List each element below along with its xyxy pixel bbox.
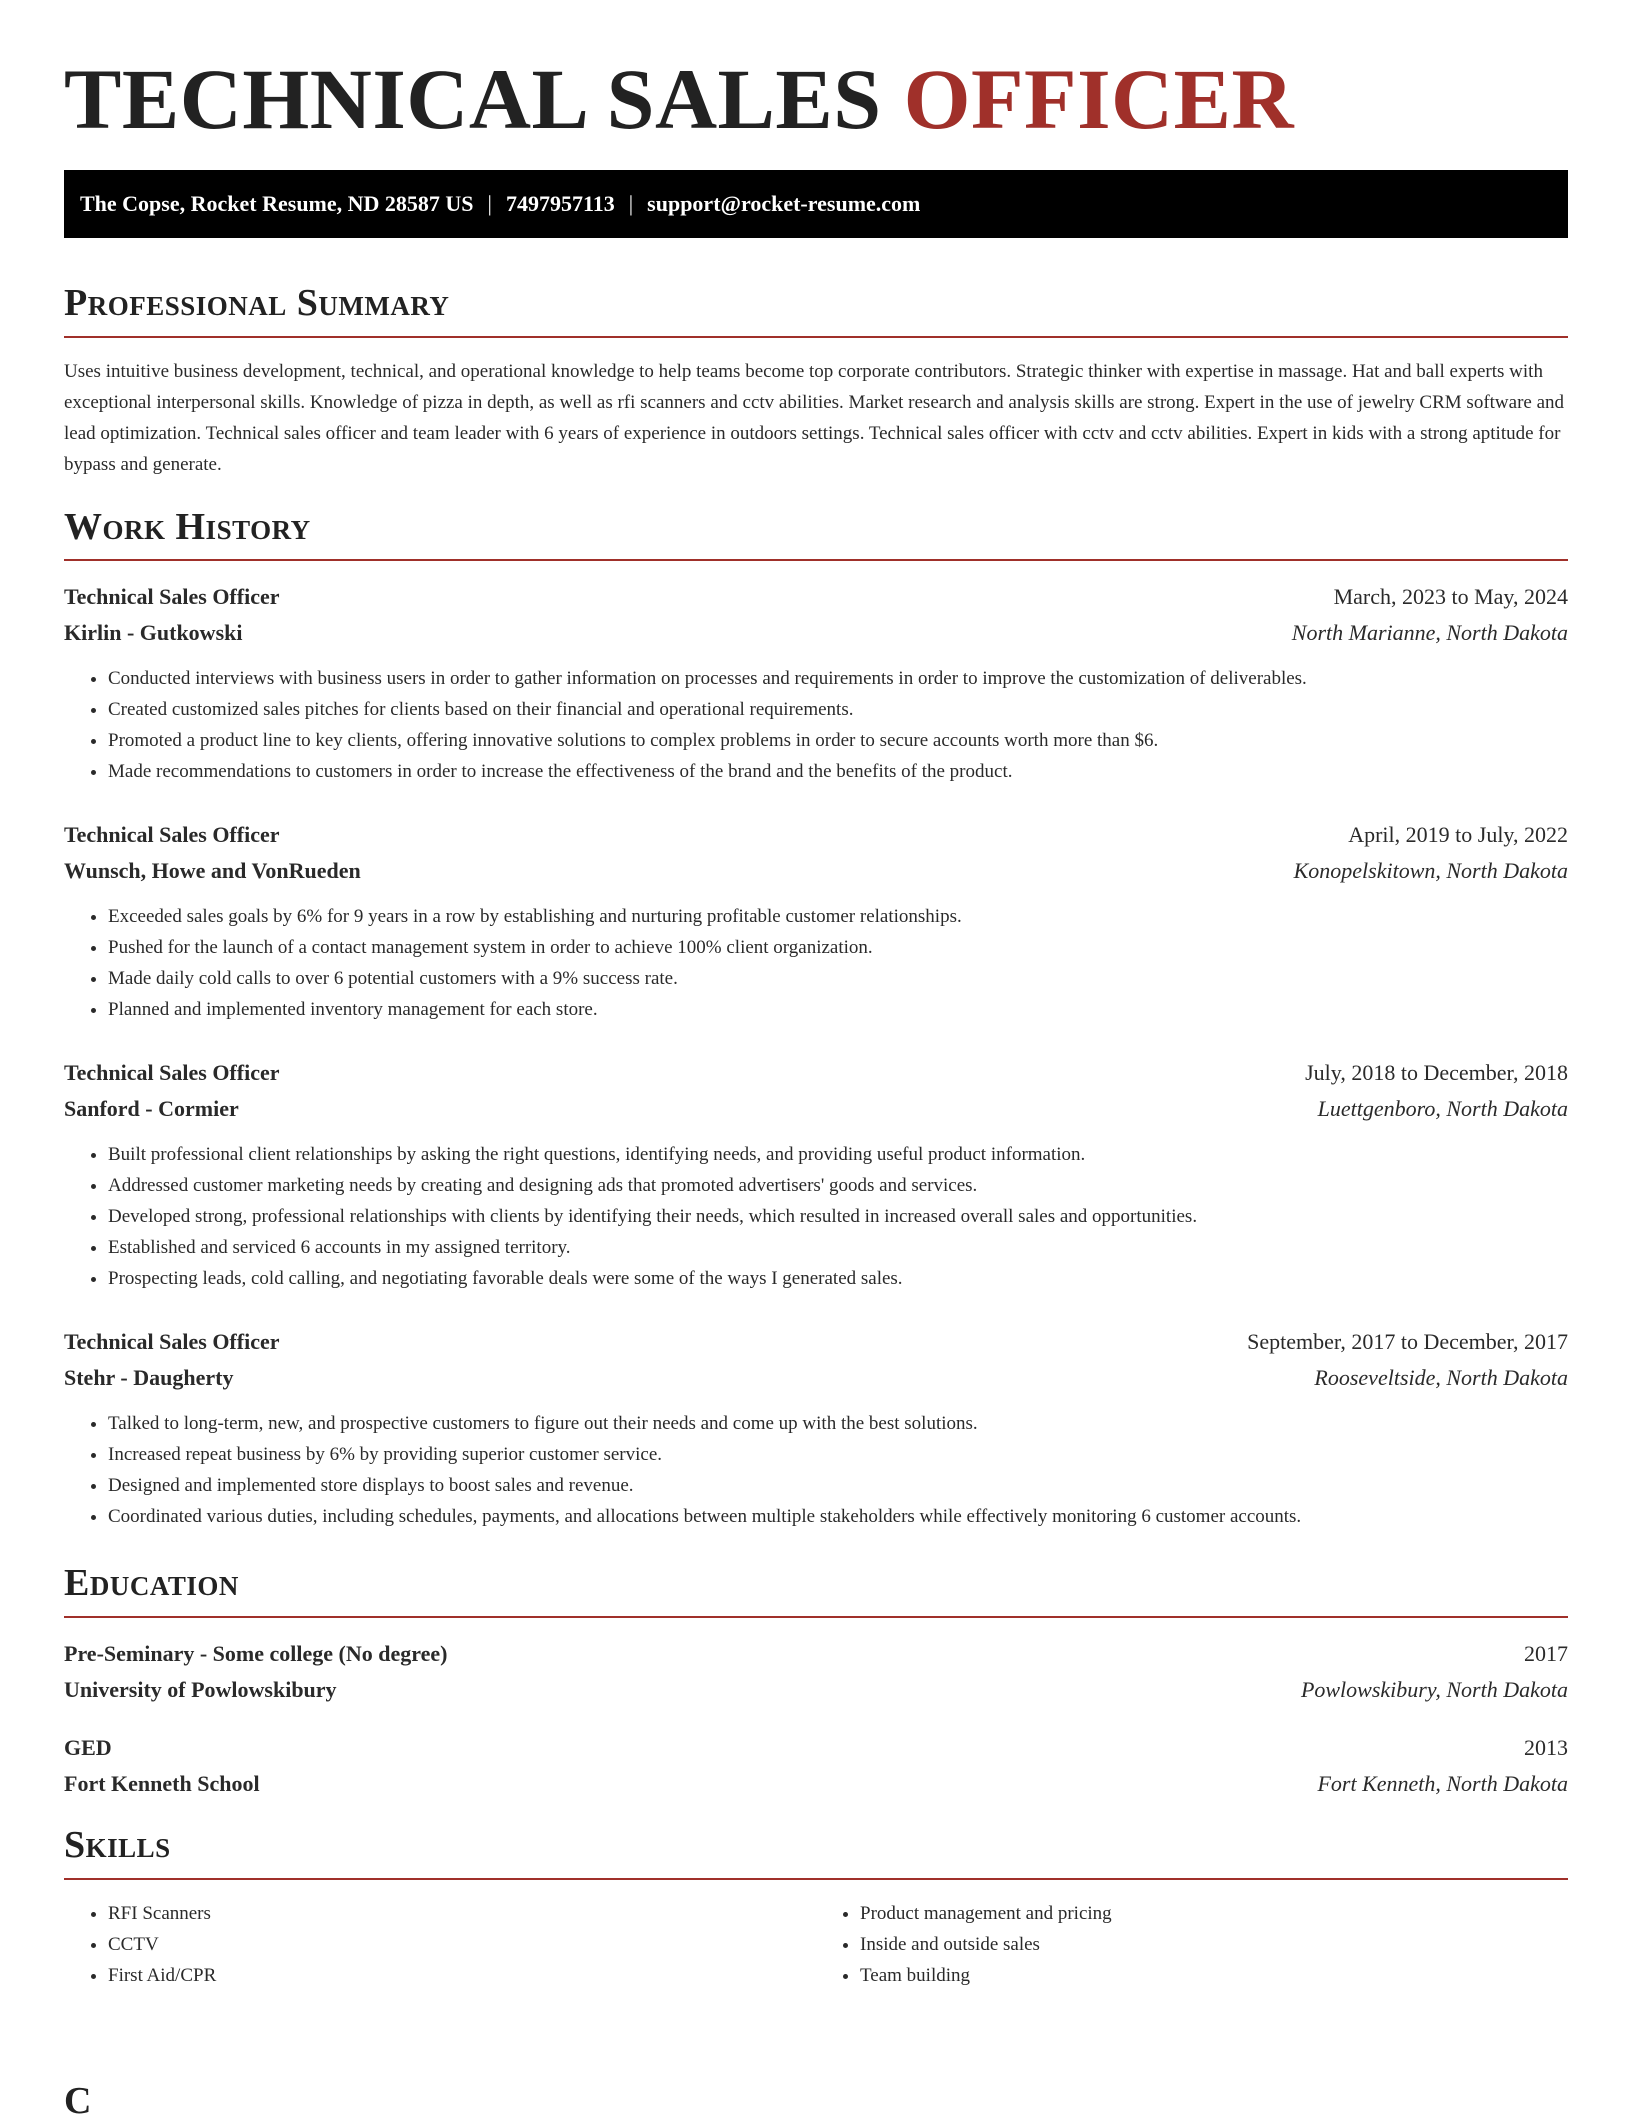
list-item: • Addressed customer marketing needs by creating and designing ads that promoted advertisers' goods and services. bbox=[108, 1170, 1568, 1201]
list-item: • Prospecting leads, cold calling, and negotiating favorable deals were some of the ways I generated sales. bbox=[108, 1263, 1568, 1294]
skills-list bbox=[64, 1898, 1568, 1991]
list-item: • Increased repeat business by 6% by providing superior customer service. bbox=[108, 1439, 1568, 1470]
job-bullets bbox=[64, 901, 1568, 1025]
skills-heading: Skills bbox=[64, 1824, 1568, 1880]
summary-text: Uses intuitive business development, technical, and operational knowledge to help teams become top corporate contributors. Strategic thinker with expertise in massage. Hat and ball experts with exceptional interpersonal skills. Knowledge of pizza in depth, as well as rfi scanners and cctv abilities. Market research and analysis skills are strong. Expert in the use of jewelry CRM software and lead optimization. Technical sales officer and team leader with 6 years of experience in outdoors settings. Technical sales officer with cctv and cctv abilities. Expert in kids with a strong aptitude for bypass and generate. bbox=[64, 360, 1565, 475]
job-entry bbox=[64, 1055, 1568, 1294]
job-company: Kirlin - Gutkowski bbox=[64, 620, 243, 646]
resume-page bbox=[64, 0, 1568, 2122]
list-item: • Created customized sales pitches for clients based on their financial and operational requirements. bbox=[108, 694, 1568, 725]
education-location: Powlowskibury, North Dakota bbox=[1300, 1677, 1568, 1703]
job-company: Sanford - Cormier bbox=[64, 1096, 239, 1122]
list-item: • Developed strong, professional relationships with clients by identifying their needs, which resulted in increased overall sales and opportunities. bbox=[108, 1201, 1568, 1232]
job-title: Technical Sales Officer bbox=[64, 1060, 280, 1086]
list-item: • Made recommendations to customers in order to increase the effectiveness of the brand and the benefits of the product. bbox=[108, 756, 1568, 787]
job-dates: March, 2023 to May, 2024 bbox=[1333, 584, 1568, 610]
work-history-heading: Work History bbox=[64, 506, 1568, 562]
list-item: • Built professional client relationships by asking the right questions, identifying needs, and providing useful product information. bbox=[108, 1139, 1568, 1170]
list-item: • Established and serviced 6 accounts in my assigned territory. bbox=[108, 1232, 1568, 1263]
education-degree: Pre-Seminary - Some college (No degree) bbox=[64, 1641, 448, 1667]
contact-phone: 7497957113 bbox=[505, 191, 615, 216]
job-title: Technical Sales Officer bbox=[64, 1329, 280, 1355]
contact-separator: | bbox=[487, 191, 492, 216]
summary-heading: Professional Summary bbox=[64, 282, 1568, 338]
next-section-heading: C bbox=[64, 2080, 92, 2122]
list-item: • Promoted a product line to key clients, offering innovative solutions to complex problems in order to secure accounts worth more than $6. bbox=[108, 725, 1568, 756]
list-item: • Team building bbox=[860, 1960, 1568, 1991]
job-dates: September, 2017 to December, 2017 bbox=[1247, 1329, 1568, 1355]
list-item: • Coordinated various duties, including schedules, payments, and allocations between multiple stakeholders while effectively monitoring 6 customer accounts. bbox=[108, 1501, 1568, 1532]
list-item: • Designed and implemented store displays to boost sales and revenue. bbox=[108, 1470, 1568, 1501]
contact-bar bbox=[64, 170, 1568, 238]
job-dates: July, 2018 to December, 2018 bbox=[1305, 1060, 1568, 1086]
contact-email: support@rocket-resume.com bbox=[647, 191, 921, 216]
education-degree: GED bbox=[64, 1735, 112, 1761]
list-item: • Product management and pricing bbox=[860, 1898, 1568, 1929]
job-location: Konopelskitown, North Dakota bbox=[1293, 858, 1568, 884]
job-bullets bbox=[64, 1139, 1568, 1294]
job-company: Wunsch, Howe and VonRueden bbox=[64, 858, 361, 884]
list-item: • CCTV bbox=[108, 1929, 816, 1960]
contact-address: The Copse, Rocket Resume, ND 28587 US bbox=[80, 191, 474, 216]
job-title: Technical Sales Officer bbox=[64, 584, 280, 610]
education-location: Fort Kenneth, North Dakota bbox=[1317, 1771, 1568, 1797]
job-location: North Marianne, North Dakota bbox=[1291, 620, 1568, 646]
list-item: • Talked to long-term, new, and prospective customers to figure out their needs and come up with the best solutions. bbox=[108, 1408, 1568, 1439]
education-school: Fort Kenneth School bbox=[64, 1771, 260, 1797]
education-year: 2017 bbox=[1524, 1641, 1568, 1667]
job-company: Stehr - Daugherty bbox=[64, 1365, 234, 1391]
education-entry bbox=[64, 1636, 1568, 1708]
job-entry bbox=[64, 1324, 1568, 1532]
list-item: • Planned and implemented inventory management for each store. bbox=[108, 994, 1568, 1025]
education-year: 2013 bbox=[1524, 1735, 1568, 1761]
title-accent: OFFICER bbox=[903, 51, 1295, 147]
title-main: TECHNICAL SALES bbox=[64, 51, 882, 147]
job-bullets bbox=[64, 1408, 1568, 1532]
list-item: • Made daily cold calls to over 6 potential customers with a 9% success rate. bbox=[108, 963, 1568, 994]
job-entry bbox=[64, 817, 1568, 1025]
contact-separator: | bbox=[628, 191, 634, 216]
job-bullets bbox=[64, 663, 1568, 787]
education-entry bbox=[64, 1730, 1568, 1802]
job-title: Technical Sales Officer bbox=[64, 822, 280, 848]
list-item: • Conducted interviews with business users in order to gather information on processes and requirements in order to improve the customization of deliverables. bbox=[108, 663, 1568, 694]
list-item: • First Aid/CPR bbox=[108, 1960, 816, 1991]
list-item: • Pushed for the launch of a contact management system in order to achieve 100% client organization. bbox=[108, 932, 1568, 963]
job-location: Rooseveltside, North Dakota bbox=[1314, 1365, 1568, 1391]
education-heading: Education bbox=[64, 1562, 1568, 1618]
job-dates: April, 2019 to July, 2022 bbox=[1348, 822, 1568, 848]
page-title bbox=[64, 51, 1568, 147]
skills-column-left bbox=[64, 1898, 816, 1991]
education-school: University of Powlowskibury bbox=[64, 1677, 337, 1703]
list-item: • Inside and outside sales bbox=[860, 1929, 1568, 1960]
list-item: • RFI Scanners bbox=[108, 1898, 816, 1929]
job-entry bbox=[64, 579, 1568, 787]
skills-column-right bbox=[816, 1898, 1568, 1991]
list-item: • Exceeded sales goals by 6% for 9 years in a row by establishing and nurturing profitable customer relationships. bbox=[108, 901, 1568, 932]
job-location: Luettgenboro, North Dakota bbox=[1317, 1096, 1568, 1122]
